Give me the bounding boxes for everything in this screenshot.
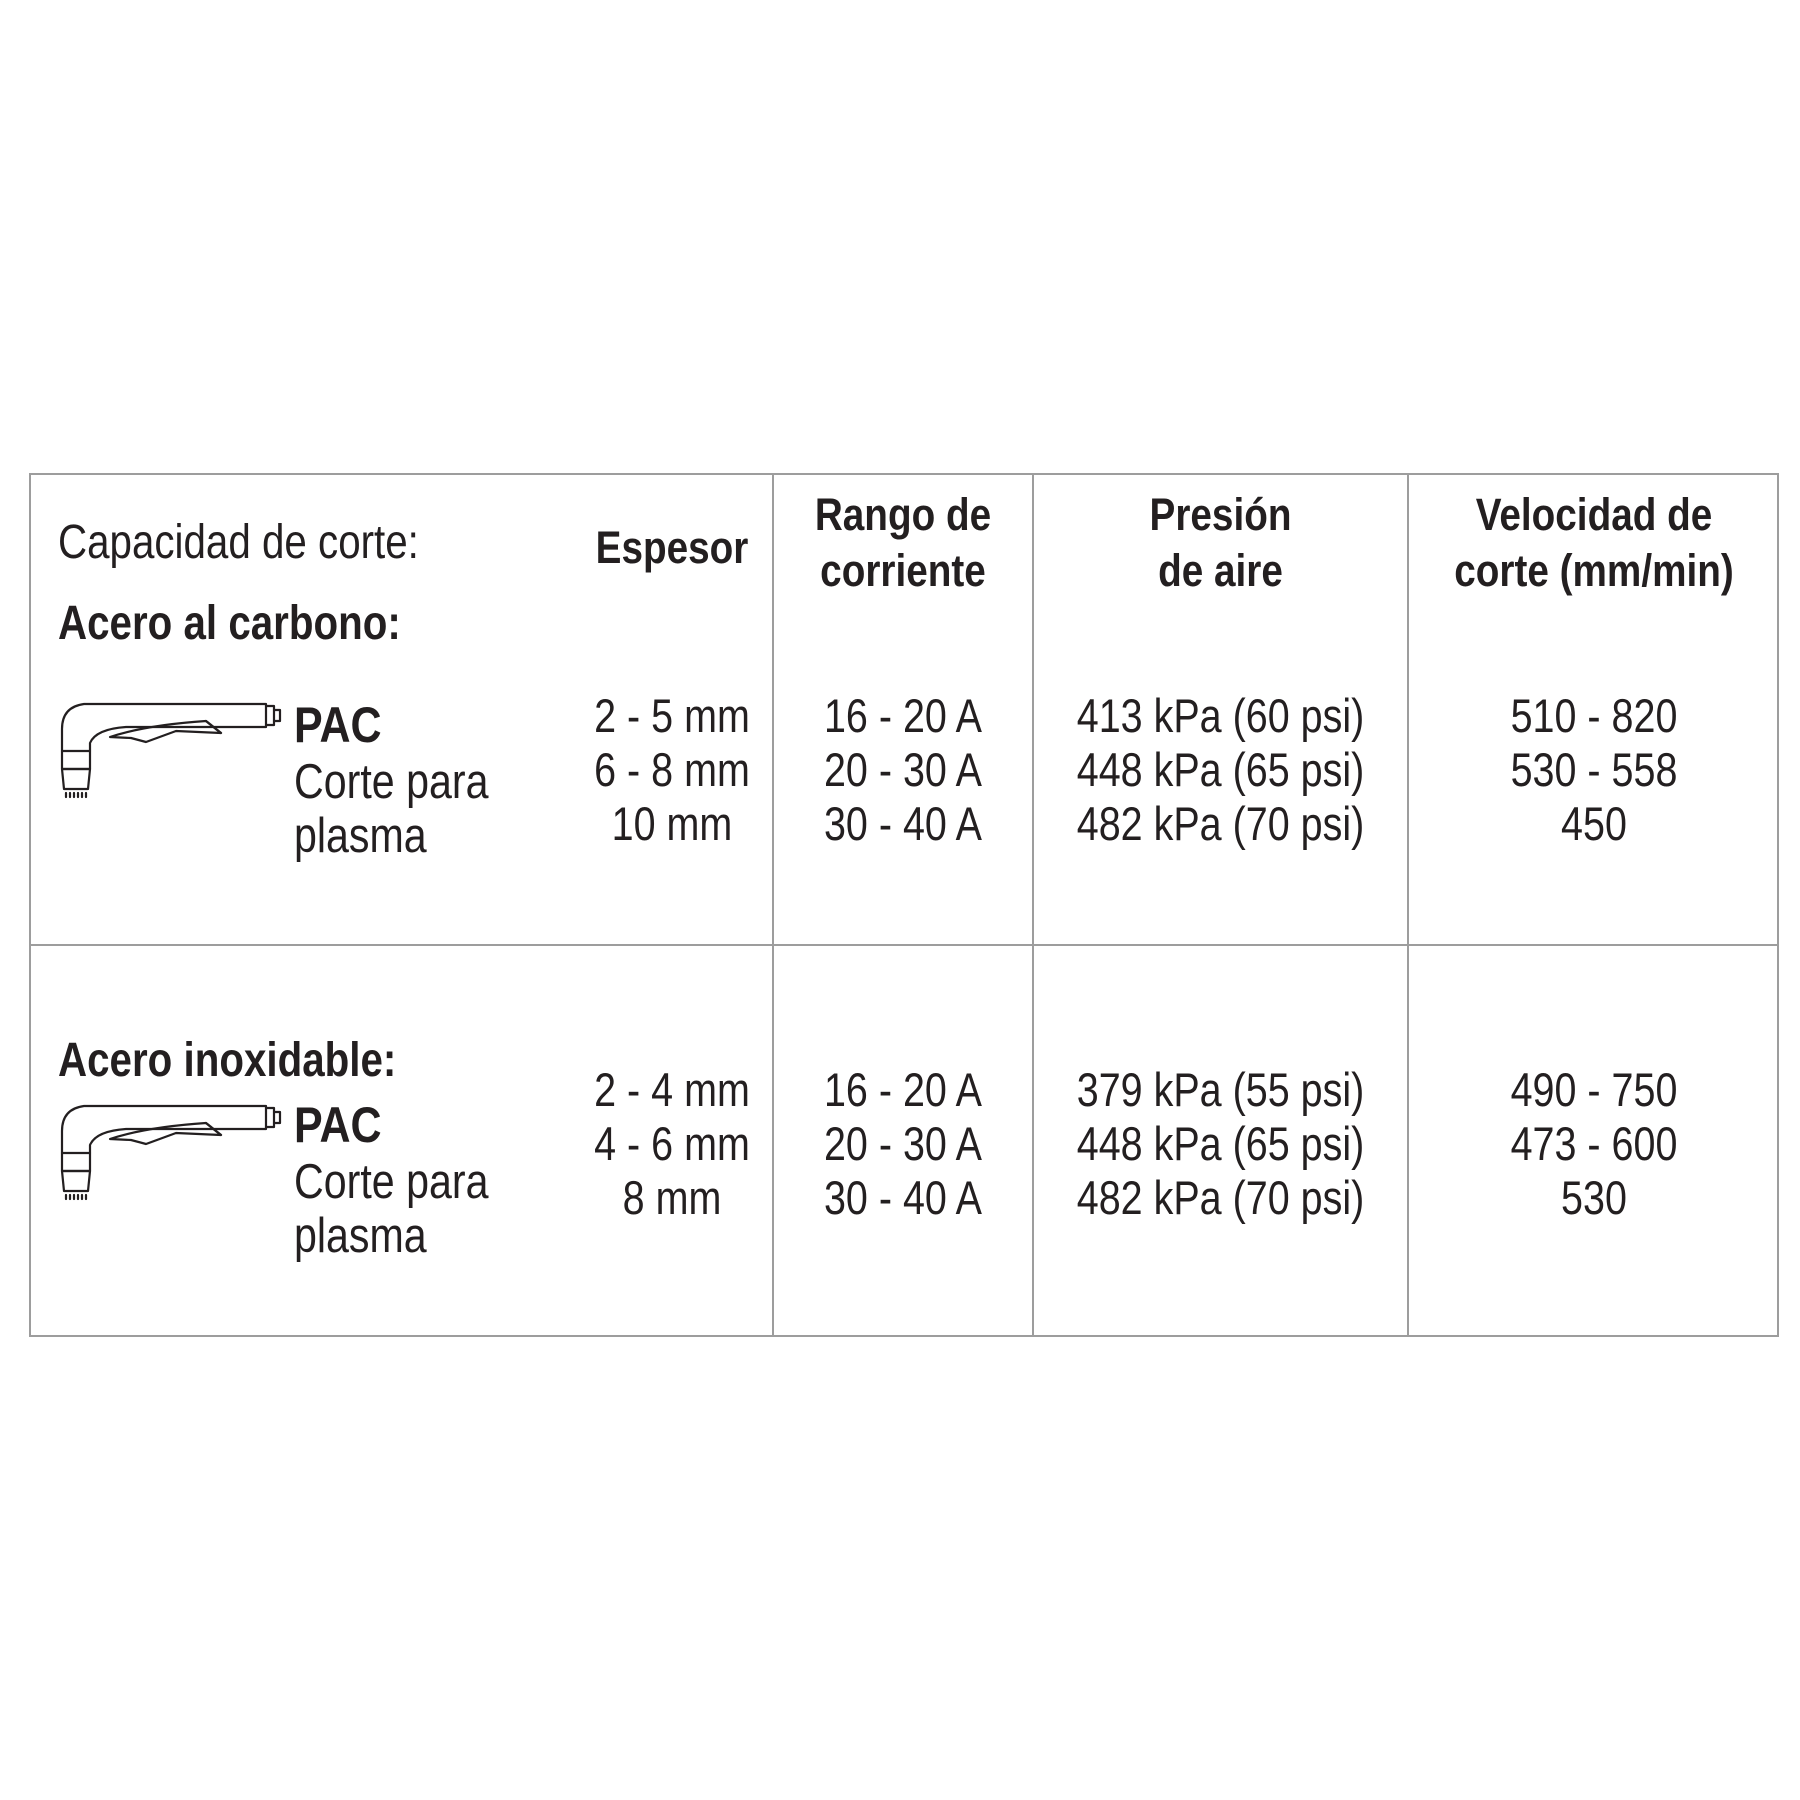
material-label: Acero al carbono: bbox=[58, 597, 401, 650]
pressure-header-line2: de aire bbox=[1158, 545, 1283, 596]
current-value: 30 - 40 A bbox=[823, 1171, 983, 1224]
process-description-line1: Corte para bbox=[294, 755, 489, 809]
current-header-line2: corriente bbox=[820, 545, 986, 596]
pressure-header-line1: Presión bbox=[1149, 489, 1292, 540]
process-description-line1: Corte para bbox=[294, 1155, 489, 1209]
pressure-value: 482 kPa (70 psi) bbox=[1076, 1171, 1365, 1224]
process-description-line2: plasma bbox=[294, 809, 427, 863]
current-value: 20 - 30 A bbox=[823, 1117, 983, 1170]
thickness-header: Espesor bbox=[595, 522, 749, 573]
column-divider bbox=[1032, 475, 1034, 1335]
thickness-value: 2 - 4 mm bbox=[594, 1063, 750, 1116]
pressure-value: 482 kPa (70 psi) bbox=[1076, 797, 1365, 850]
speed-value: 490 - 750 bbox=[1510, 1063, 1678, 1116]
speed-value: 530 bbox=[1561, 1171, 1627, 1224]
speed-header-line1: Velocidad de bbox=[1475, 489, 1713, 540]
current-value: 16 - 20 A bbox=[823, 1063, 983, 1116]
speed-value: 450 bbox=[1561, 797, 1627, 850]
column-divider bbox=[1407, 475, 1409, 1335]
column-divider bbox=[772, 475, 774, 1335]
pressure-value: 448 kPa (65 psi) bbox=[1076, 743, 1365, 796]
thickness-value: 10 mm bbox=[611, 797, 733, 850]
speed-header-line2: corte (mm/min) bbox=[1454, 545, 1734, 596]
row-divider bbox=[31, 944, 1777, 946]
pressure-value: 448 kPa (65 psi) bbox=[1076, 1117, 1365, 1170]
speed-value: 530 - 558 bbox=[1510, 743, 1678, 796]
current-header-line1: Rango de bbox=[814, 489, 992, 540]
current-value: 20 - 30 A bbox=[823, 743, 983, 796]
thickness-value: 8 mm bbox=[622, 1171, 722, 1224]
speed-value: 473 - 600 bbox=[1510, 1117, 1678, 1170]
pressure-value: 413 kPa (60 psi) bbox=[1076, 689, 1365, 742]
plasma-torch-icon bbox=[56, 697, 306, 807]
thickness-value: 4 - 6 mm bbox=[594, 1117, 750, 1170]
plasma-torch-icon bbox=[56, 1099, 306, 1209]
process-description-line2: plasma bbox=[294, 1209, 427, 1263]
speed-value: 510 - 820 bbox=[1510, 689, 1678, 742]
current-value: 16 - 20 A bbox=[823, 689, 983, 742]
cutting-capacity-table bbox=[29, 473, 1779, 1337]
thickness-value: 6 - 8 mm bbox=[594, 743, 750, 796]
current-value: 30 - 40 A bbox=[823, 797, 983, 850]
process-code: PAC bbox=[294, 1097, 382, 1153]
pressure-value: 379 kPa (55 psi) bbox=[1076, 1063, 1365, 1116]
thickness-value: 2 - 5 mm bbox=[594, 689, 750, 742]
capacity-label: Capacidad de corte: bbox=[58, 516, 419, 569]
process-code: PAC bbox=[294, 697, 382, 753]
material-label: Acero inoxidable: bbox=[58, 1034, 397, 1087]
